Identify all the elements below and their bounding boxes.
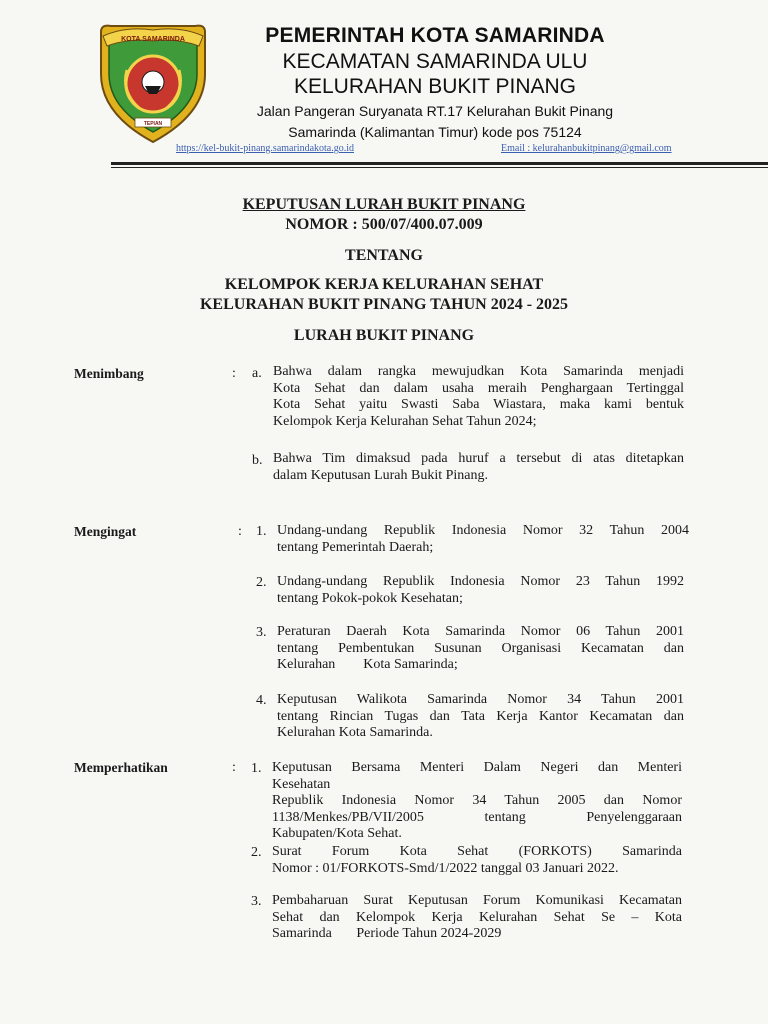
item-marker: 3. [251, 894, 262, 909]
section-colon: : [232, 760, 236, 775]
text-line: Kesehatan [272, 776, 331, 792]
website-link[interactable]: https://kel-bukit-pinang.samarindakota.go.id [176, 143, 355, 154]
memperhatikan-item-3 [272, 893, 682, 943]
letterhead-address-line2: Samarinda (Kalimantan Timur) kode pos 75124 [288, 124, 582, 140]
text-line: dalam Keputusan Lurah Bukit Pinang. [273, 467, 489, 483]
decree-subject-line2: KELURAHAN BUKIT PINANG TAHUN 2024 - 2025 [199, 296, 569, 313]
decree-issuer: LURAH BUKIT PINANG [293, 327, 475, 344]
text-line: Kota Sehat yaitu Swasti Saba Wiastara, maka kami bentuk [273, 397, 684, 412]
text-line: Bahwa dalam rangka mewujudkan Kota Samarinda menjadi [273, 364, 684, 379]
letterhead-divider-thick [111, 162, 768, 165]
section-label-mengingat: Mengingat [74, 524, 137, 539]
text-line: Undang-undang Republik Indonesia Nomor 32 Tahun 2004 [277, 523, 689, 538]
memperhatikan-item-1 [272, 760, 682, 843]
city-emblem-logo [95, 22, 211, 146]
letterhead-subdistrict: KELURAHAN BUKIT PINANG [293, 75, 576, 98]
text-line: Bahwa Tim dimaksud pada huruf a tersebut di atas ditetapkan [273, 451, 684, 466]
text-line: 1138/Menkes/PB/VII/2005 tentang Penyelenggaraan [272, 809, 682, 825]
mengingat-item-2 [277, 574, 684, 607]
text-line: Republik Indonesia Nomor 34 Tahun 2005 dan Nomor [272, 793, 682, 808]
mengingat-item-1 [277, 523, 689, 556]
section-colon: : [232, 366, 236, 381]
logo-caption: KOTA SAMARINDA [121, 36, 185, 43]
text-line: Keputusan Bersama Menteri Dalam Negeri dan Menteri [272, 760, 682, 775]
decree-number: NOMOR : 500/07/400.07.009 [285, 216, 483, 233]
decree-subject-line1: KELOMPOK KERJA KELURAHAN SEHAT [224, 276, 544, 293]
menimbang-item-b [273, 451, 684, 484]
text-line: tentang Rincian Tugas dan Tata Kerja Kantor Kecamatan dan [277, 708, 684, 724]
menimbang-item-a [273, 364, 684, 430]
letterhead-government: PEMERINTAH KOTA SAMARINDA [265, 24, 605, 47]
item-marker: a. [252, 366, 262, 381]
item-marker: b. [252, 453, 263, 468]
item-marker: 3. [256, 625, 267, 640]
text-line: tentang Pemerintah Daerah; [277, 539, 434, 555]
text-line: Kabupaten/Kota Sehat. [272, 826, 402, 841]
text-line: Samarinda Periode Tahun 2024-2029 [272, 926, 502, 941]
text-line: Peraturan Daerah Kota Samarinda Nomor 06 Tahun 2001 [277, 624, 684, 639]
text-line: Kelurahan Kota Samarinda; [277, 657, 458, 672]
text-line: Kelompok Kerja Kelurahan Sehat Tahun 2024; [273, 413, 537, 429]
mengingat-item-3 [277, 624, 684, 674]
email-link[interactable]: Email : kelurahanbukitpinang@gmail.com [501, 143, 672, 154]
text-line: Kelurahan Kota Samarinda. [277, 725, 433, 740]
text-line: Undang-undang Republik Indonesia Nomor 23 Tahun 1992 [277, 574, 684, 589]
section-colon: : [238, 524, 242, 539]
item-marker: 2. [256, 575, 267, 590]
text-line: tentang Pokok-pokok Kesehatan; [277, 590, 463, 606]
section-label-memperhatikan: Memperhatikan [74, 760, 168, 775]
memperhatikan-item-2 [272, 844, 682, 877]
text-line: Pembaharuan Surat Keputusan Forum Komunikasi Kecamatan [272, 893, 682, 908]
item-marker: 2. [251, 845, 262, 860]
letterhead-address-line1: Jalan Pangeran Suryanata RT.17 Kelurahan Bukit Pinang [256, 103, 614, 119]
text-line: Kota Sehat dan dalam usaha meraih Penghargaan Tertinggal [273, 380, 684, 396]
text-line: Sehat dan Kelompok Kerja Kelurahan Sehat Se – Kota [272, 909, 682, 925]
item-marker: 4. [256, 693, 267, 708]
section-label-menimbang: Menimbang [74, 366, 144, 381]
letterhead-district: KECAMATAN SAMARINDA ULU [282, 50, 588, 73]
letterhead-divider-thin [111, 167, 768, 168]
decree-about-label: TENTANG [345, 247, 423, 264]
item-marker: 1. [251, 761, 262, 776]
mengingat-item-4 [277, 692, 684, 742]
text-line: Surat Forum Kota Sehat (FORKOTS) Samarinda [272, 844, 682, 859]
logo-motto: TEPIAN [143, 121, 163, 127]
item-marker: 1. [256, 524, 267, 539]
text-line: Keputusan Walikota Samarinda Nomor 34 Tahun 2001 [277, 692, 684, 707]
text-line: tentang Pembentukan Susunan Organisasi Kecamatan dan [277, 640, 684, 656]
text-line: Nomor : 01/FORKOTS-Smd/1/2022 tanggal 03 Januari 2022. [272, 860, 619, 876]
decree-title: KEPUTUSAN LURAH BUKIT PINANG [242, 196, 526, 213]
